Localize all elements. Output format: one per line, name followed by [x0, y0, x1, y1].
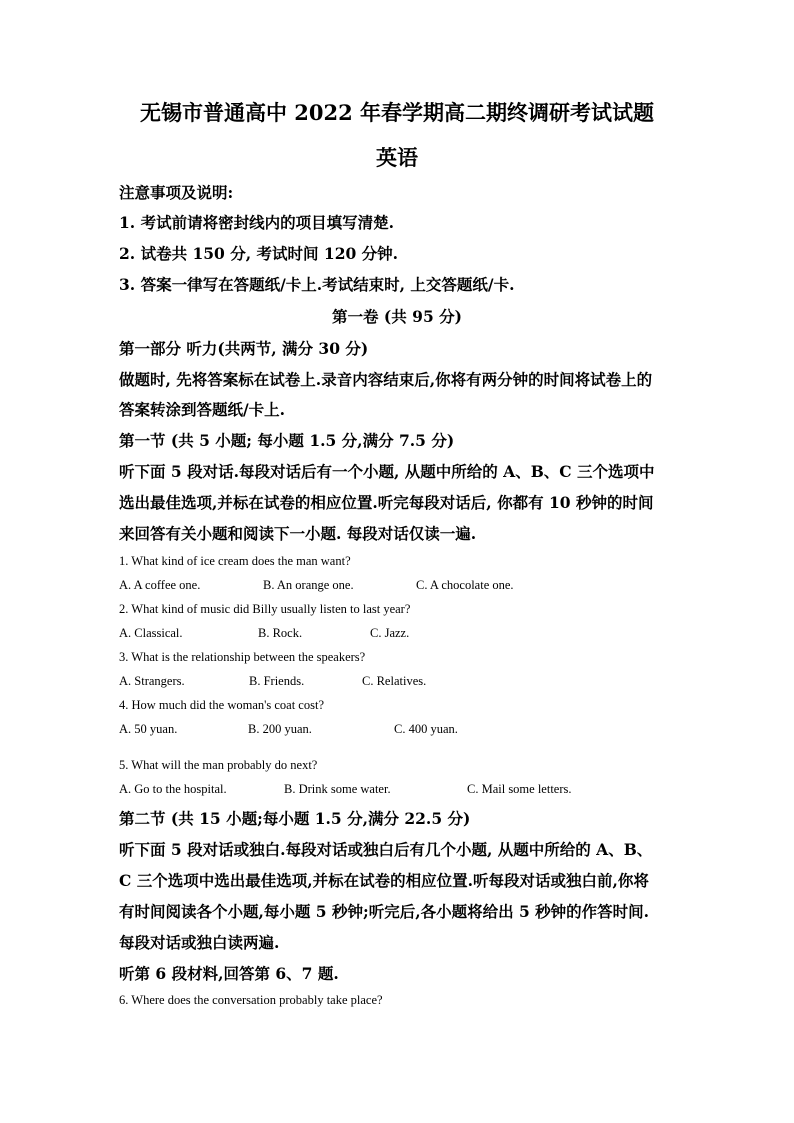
exam-title: 无锡市普通高中 2022 年春学期高二期终调研考试试题 [139, 100, 655, 125]
question-5: 5. What will the man probably do next? [119, 758, 318, 772]
question-2: 2. What kind of music did Billy usually listen to last year? [119, 602, 411, 616]
note-item: 3. 答案一律写在答题纸/卡上.考试结束时, 上交答题纸/卡. [119, 275, 515, 294]
section2-instruction: 有时间阅读各个小题,每小题 5 秒钟;听完后,各小题将给出 5 秒钟的作答时间. [119, 902, 650, 921]
q5-option-b: B. Drink some water. [284, 782, 391, 796]
section1-instruction: 听下面 5 段对话.每段对话后有一个小题, 从题中所给的 A、B、C 三个选项中 [119, 462, 655, 481]
note-item: 2. 试卷共 150 分, 考试时间 120 分钟. [119, 244, 399, 263]
q2-option-c: C. Jazz. [370, 626, 410, 640]
section2-instruction: 每段对话或独白读两遍. [119, 933, 280, 952]
section2-heading: 第二节 (共 15 小题;每小题 1.5 分,满分 22.5 分) [119, 809, 471, 828]
question-6: 6. Where does the conversation probably take place? [119, 993, 383, 1007]
section2-instruction: 听下面 5 段对话或独白.每段对话或独白后有几个小题, 从题中所给的 A、B、 [119, 840, 653, 859]
q3-option-c: C. Relatives. [362, 674, 427, 688]
section1-instruction: 来回答有关小题和阅读下一小题. 每段对话仅读一遍. [119, 524, 477, 543]
question-4: 4. How much did the woman's coat cost? [119, 698, 324, 712]
q2-option-b: B. Rock. [258, 626, 303, 640]
q5-option-a: A. Go to the hospital. [119, 782, 227, 796]
q1-option-c: C. A chocolate one. [416, 578, 514, 592]
q3-option-b: B. Friends. [249, 674, 305, 688]
section1-heading: 第一节 (共 5 小题; 每小题 1.5 分,满分 7.5 分) [119, 431, 455, 450]
q5-option-c: C. Mail some letters. [467, 782, 572, 796]
section2-instruction: C 三个选项中选出最佳选项,并标在试卷的相应位置.听每段对话或独白前,你将 [119, 871, 649, 890]
question-1: 1. What kind of ice cream does the man want? [119, 554, 351, 568]
material-6-heading: 听第 6 段材料,回答第 6、7 题. [119, 964, 339, 983]
part1-heading: 第一部分 听力(共两节, 满分 30 分) [119, 339, 369, 358]
q4-option-c: C. 400 yuan. [394, 722, 458, 736]
volume-heading: 第一卷 (共 95 分) [332, 307, 462, 326]
q4-option-b: B. 200 yuan. [248, 722, 312, 736]
note-item: 1. 考试前请将密封线内的项目填写清楚. [119, 213, 394, 232]
subject-title: 英语 [376, 145, 418, 170]
notes-heading: 注意事项及说明: [119, 183, 234, 202]
q3-option-a: A. Strangers. [119, 674, 185, 688]
q1-option-b: B. An orange one. [263, 578, 354, 592]
part1-instruction: 做题时, 先将答案标在试卷上.录音内容结束后,你将有两分钟的时间将试卷上的 [119, 370, 653, 389]
q1-option-a: A. A coffee one. [119, 578, 201, 592]
part1-instruction: 答案转涂到答题纸/卡上. [119, 400, 286, 419]
question-3: 3. What is the relationship between the speakers? [119, 650, 366, 664]
q2-option-a: A. Classical. [119, 626, 183, 640]
q4-option-a: A. 50 yuan. [119, 722, 178, 736]
section1-instruction: 选出最佳选项,并标在试卷的相应位置.听完每段对话后, 你都有 10 秒钟的时间 [119, 493, 654, 512]
